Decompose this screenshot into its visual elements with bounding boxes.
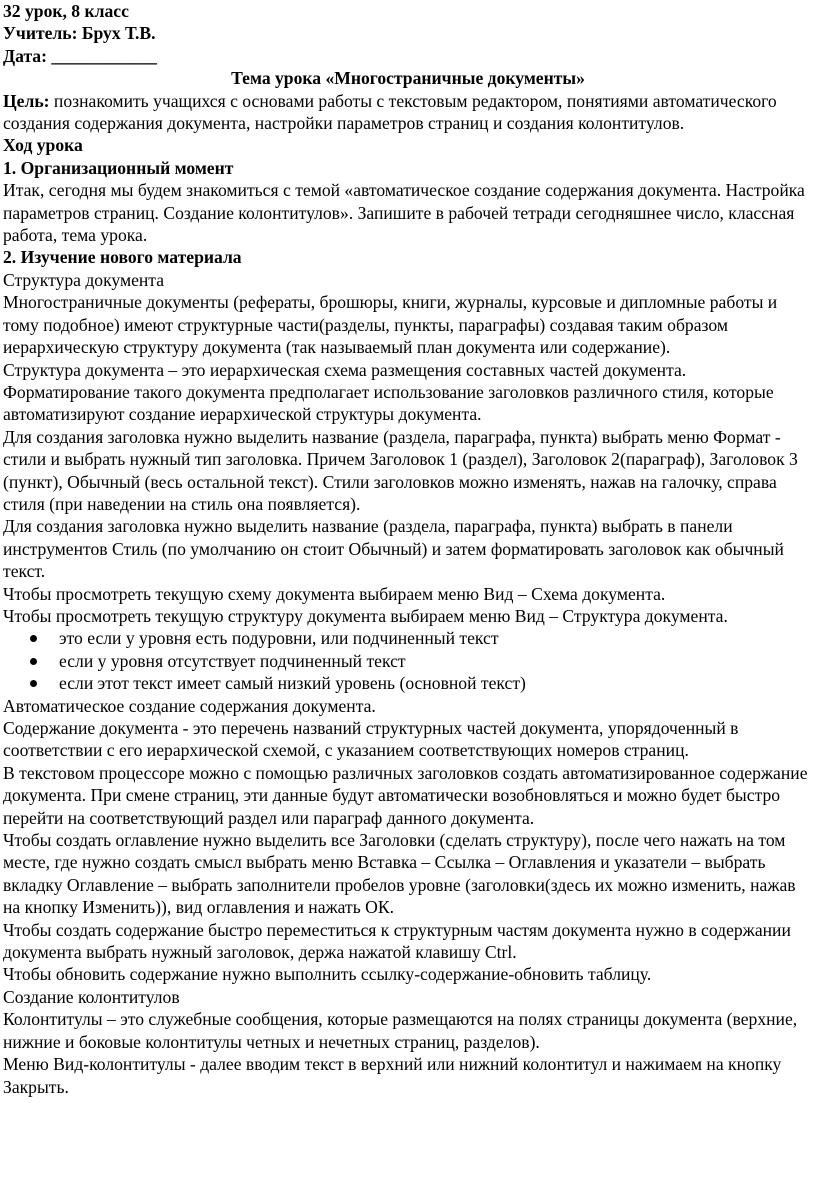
paragraph: Структура документа – это иерархическая схема размещения составных частей документа. Форматирование такого документа предполагает использование заголовков различного стиля, которые автоматизируют создание иерархической структуры документа.: [3, 359, 774, 425]
paragraph: Для создания заголовка нужно выделить название (раздела, параграфа, пункта) выбрать в панели инструментов Стиль (по умолчанию он стоит Обычный) и затем форматировать заголовок как обычный текст.: [3, 516, 784, 582]
paragraph: Чтобы обновить содержание нужно выполнить ссылку-содержание-обновить таблицу.: [3, 964, 652, 985]
paragraph: В текстовом процессоре можно с помощью различных заголовков создать автоматизированное содержание документа. При смене страниц, эти данные будут автоматически возобновляться и можно будет быстро перейти на соответствующий раздел или параграф данного документа.: [3, 762, 808, 828]
teacher-name: Учитель: Брух Т.В.: [3, 23, 156, 44]
section-2-heading: 2. Изучение нового материала: [3, 247, 242, 268]
paragraph: Для создания заголовка нужно выделить название (раздела, параграфа, пункта) выбрать меню Формат - стили и выбрать нужный тип заголовка. Причем Заголовок 1 (раздел), Заголовок 2(параграф), Заголовок 3 (пункт), Обычный (весь остальной текст). Стили заголовков можно изменять, нажав на галочку, справа стиля (при наведении на стиль она появляется).: [3, 426, 798, 514]
lesson-goal: [3, 90, 813, 135]
lesson-number: 32 урок, 8 класс: [3, 1, 129, 21]
course-heading: Ход урока: [3, 135, 83, 156]
list-item: если этот текст имеет самый низкий уровень (основной текст): [3, 672, 813, 694]
paragraph: Многостраничные документы (рефераты, брошюры, книги, журналы, курсовые и дипломные работы и тому подобное) имеют структурные части(разделы, пункты, параграфы) создавая таким образом иерархическую структуру документа (так называемый план документа или содержание).: [3, 292, 778, 358]
paragraph: Чтобы создать оглавление нужно выделить все Заголовки (сделать структуру), после чего нажать на том месте, где нужно создать смысл выбрать меню Вставка – Ссылка – Оглавления и указатели – выбрать вкладку Оглавление – выбрать заполнители пробелов уровне (заголовки(здесь их можно изменить, нажав на кнопку Изменить)), вид оглавления и нажать ОК.: [3, 830, 796, 918]
lesson-title: Тема урока «Многостраничные документы»: [231, 68, 585, 89]
section-1-heading: 1. Организационный момент: [3, 157, 234, 178]
bullet-icon: [30, 635, 37, 642]
paragraph: Автоматическое создание содержания документа.: [3, 695, 376, 716]
paragraph: Колонтитулы – это служебные сообщения, которые размещаются на полях страницы документа (верхние, нижние и боковые колонтитулы четных и нечетных страниц, разделов).: [3, 1009, 798, 1052]
paragraph: Структура документа: [3, 269, 165, 290]
bullet-list: [3, 627, 813, 694]
paragraph: Создание колонтитулов: [3, 986, 180, 1007]
bullet-icon: [30, 658, 37, 665]
paragraph: Содержание документа - это перечень названий структурных частей документа, упорядоченный в соответствии с его иерархической схемой, с указанием соответствующих номеров страниц.: [3, 718, 739, 761]
paragraph: Чтобы просмотреть текущую структуру документа выбираем меню Вид – Структура документа.: [3, 605, 728, 626]
goal-label: Цель:: [3, 90, 50, 111]
goal-text: познакомить учащихся с основами работы с текстовым редактором, понятиями автоматического создания содержания документа, настройки параметров страниц и создания колонтитулов.: [3, 90, 777, 134]
paragraph: Чтобы просмотреть текущую схему документа выбираем меню Вид – Схема документа.: [3, 583, 666, 604]
paragraph: Меню Вид-колонтитулы - далее вводим текст в верхний или нижний колонтитул и нажимаем на кнопку Закрыть.: [3, 1054, 782, 1097]
section-1-text: Итак, сегодня мы будем знакомиться с темой «автоматическое создание содержания документа. Настройка параметров страниц. Создание колонтитулов». Запишите в рабочей тетради сегодняшнее число, классная работа, тема урока.: [3, 180, 805, 246]
list-item: если у уровня отсутствует подчиненный текст: [3, 650, 813, 672]
paragraph: Чтобы создать содержание быстро переместиться к структурным частям документа нужно в содержании документа выбрать нужный заголовок, держа нажатой клавишу Ctrl.: [3, 919, 791, 963]
lesson-date: Дата: ____________: [3, 45, 157, 66]
list-item: это если у уровня есть подуровни, или подчиненный текст: [3, 627, 813, 649]
bullet-icon: [30, 680, 37, 687]
